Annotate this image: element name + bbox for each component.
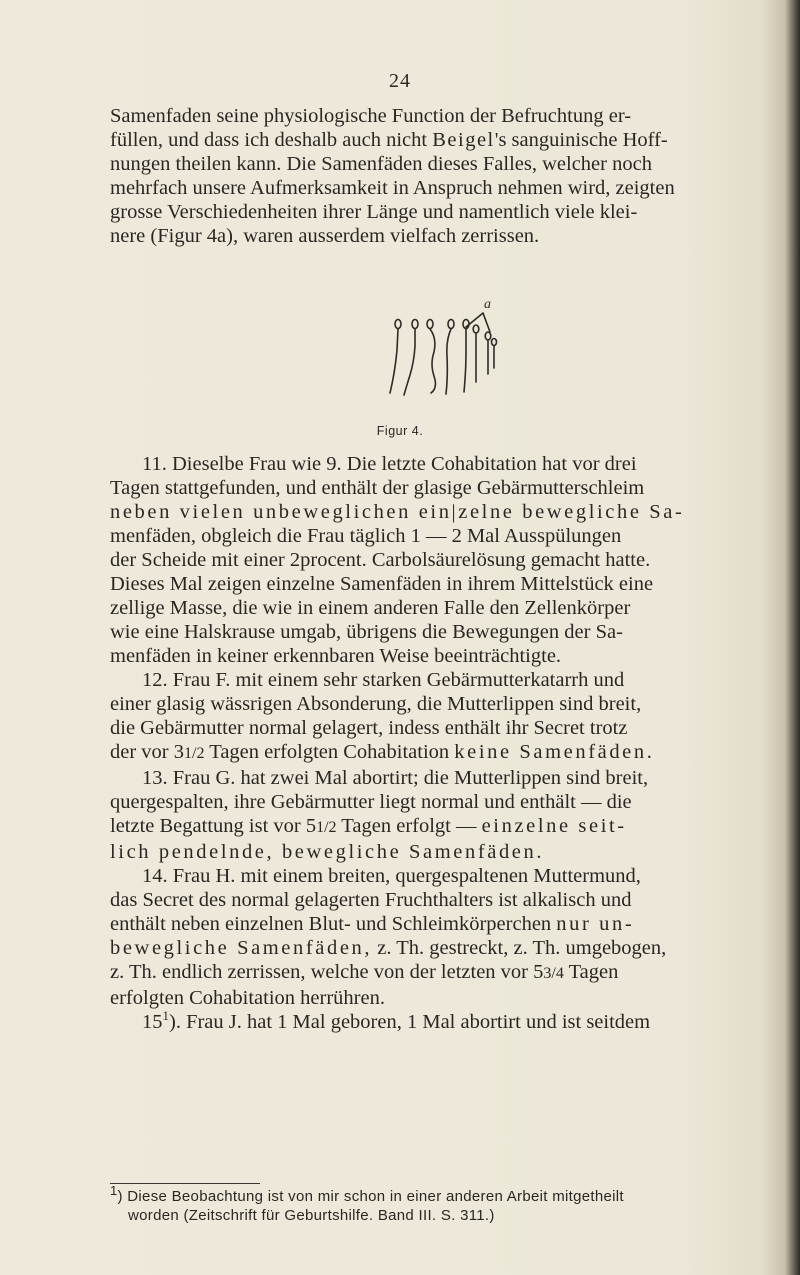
footnote-ref: 1 bbox=[162, 1008, 169, 1024]
fraction: 3/4 bbox=[543, 965, 564, 982]
text-line: der vor 31/2 Tagen erfolgten Cohabitation keine Samenfäden. bbox=[110, 741, 655, 763]
text-line: die Gebärmutter normal gelagert, indess enthält ihr Secret trotz bbox=[110, 717, 628, 739]
text-line: letzte Begattung ist vor 51/2 Tagen erfolgt — einzelne seit- bbox=[110, 815, 627, 837]
case-14-line: 14. Frau H. mit einem breiten, quergespaltenen Muttermund, bbox=[142, 865, 641, 887]
text-line: einer glasig wässrigen Absonderung, die Mutterlippen sind breit, bbox=[110, 693, 642, 715]
footnote-divider bbox=[110, 1183, 260, 1184]
text-line: grosse Verschiedenheiten ihrer Länge und namentlich viele klei- bbox=[110, 201, 638, 223]
sperm-8 bbox=[492, 339, 497, 369]
case-list bbox=[110, 452, 764, 1034]
text-line: wie eine Halskrause umgab, übrigens die Bewegungen der Sa- bbox=[110, 621, 623, 643]
sperm-5 bbox=[463, 320, 469, 393]
text-line: Tagen stattgefunden, und enthält der glasige Gebärmutterschleim bbox=[110, 477, 645, 499]
text-line: menfäden in keiner erkennbaren Weise beeinträchtigte. bbox=[110, 645, 562, 667]
author-name: Beigel bbox=[432, 129, 495, 151]
text-line: füllen, und dass ich deshalb auch nicht Beigel's sanguinische Hoff- bbox=[110, 129, 668, 151]
page-edge-shadow bbox=[762, 0, 800, 1275]
sperm-1 bbox=[390, 320, 401, 394]
sperm-6 bbox=[473, 325, 479, 382]
text-line: das Secret des normal gelagerten Fruchthalters ist alkalisch und bbox=[110, 889, 632, 911]
fraction: 1/2 bbox=[184, 745, 205, 762]
fraction: 1/2 bbox=[316, 819, 337, 836]
text-line: nungen theilen kann. Die Samenfäden dieses Falles, welcher noch bbox=[110, 153, 652, 175]
text-line: lich pendelnde, bewegliche Samenfäden. bbox=[110, 841, 545, 863]
sperm-4 bbox=[446, 320, 454, 395]
sperm-7 bbox=[485, 332, 491, 374]
case-11-line: 11. Dieselbe Frau wie 9. Die letzte Cohabitation hat vor drei bbox=[142, 453, 637, 475]
page-number: 24 bbox=[389, 70, 411, 92]
footnote-line: worden (Zeitschrift für Geburtshilfe. Band III. S. 311.) bbox=[128, 1207, 495, 1224]
case-15-line: $15^1$). Frau J. hat 1 Mal geboren, 1 Mal abortirt und ist seitdem bbox=[142, 1008, 651, 1033]
case-12-line: 12. Frau F. mit einem sehr starken Gebärmutterkatarrh und bbox=[142, 669, 625, 691]
sperm-2 bbox=[404, 320, 418, 396]
footnote-mark: 1 bbox=[110, 1183, 118, 1198]
text-line: nere (Figur 4a), waren ausserdem vielfach zerrissen. bbox=[110, 225, 540, 247]
footnote bbox=[110, 1183, 770, 1225]
text-line: der Scheide mit einer 2procent. Carbolsäurelösung gemacht hatte. bbox=[110, 549, 651, 571]
text-line: enthält neben einzelnen Blut- und Schleimkörperchen nur un- bbox=[110, 913, 635, 935]
text-line: quergespalten, ihre Gebärmutter liegt normal und enthält — die bbox=[110, 791, 632, 813]
text-line: menfäden, obgleich die Frau täglich 1 — 2 Mal Ausspülungen bbox=[110, 525, 622, 547]
sperm-3 bbox=[427, 320, 435, 394]
text-line: Samenfaden seine physiologische Function der Befruchtung er- bbox=[110, 105, 632, 127]
text-line: Dieses Mal zeigen einzelne Samenfäden in ihrem Mittelstück eine bbox=[110, 573, 654, 595]
text-line: neben vielen unbeweglichen ein|zelne bewegliche Sa- bbox=[110, 501, 685, 523]
text-line: erfolgten Cohabitation herrühren. bbox=[110, 987, 385, 1009]
text-line: bewegliche Samenfäden, z. Th. gestreckt, z. Th. umgebogen, bbox=[110, 937, 667, 959]
text-line: z. Th. endlich zerrissen, welche von der letzten vor 53/4 Tagen bbox=[110, 961, 619, 983]
text-line: zellige Masse, die wie in einem anderen Falle den Zellenkörper bbox=[110, 597, 631, 619]
figure-label-a: a bbox=[484, 297, 491, 312]
footnote-line: 1) Diese Beobachtung ist von mir schon in einer anderen Arbeit mitgetheilt bbox=[110, 1183, 624, 1205]
figure-4-spermatozoa-drawing bbox=[380, 280, 520, 410]
text-line: mehrfach unsere Aufmerksamkeit in Anspruch nehmen wird, zeigten bbox=[110, 177, 675, 199]
case-13-line: 13. Frau G. hat zwei Mal abortirt; die Mutterlippen sind breit, bbox=[142, 767, 649, 789]
intro-paragraph bbox=[110, 104, 764, 248]
figure-caption: Figur 4. bbox=[376, 424, 424, 438]
